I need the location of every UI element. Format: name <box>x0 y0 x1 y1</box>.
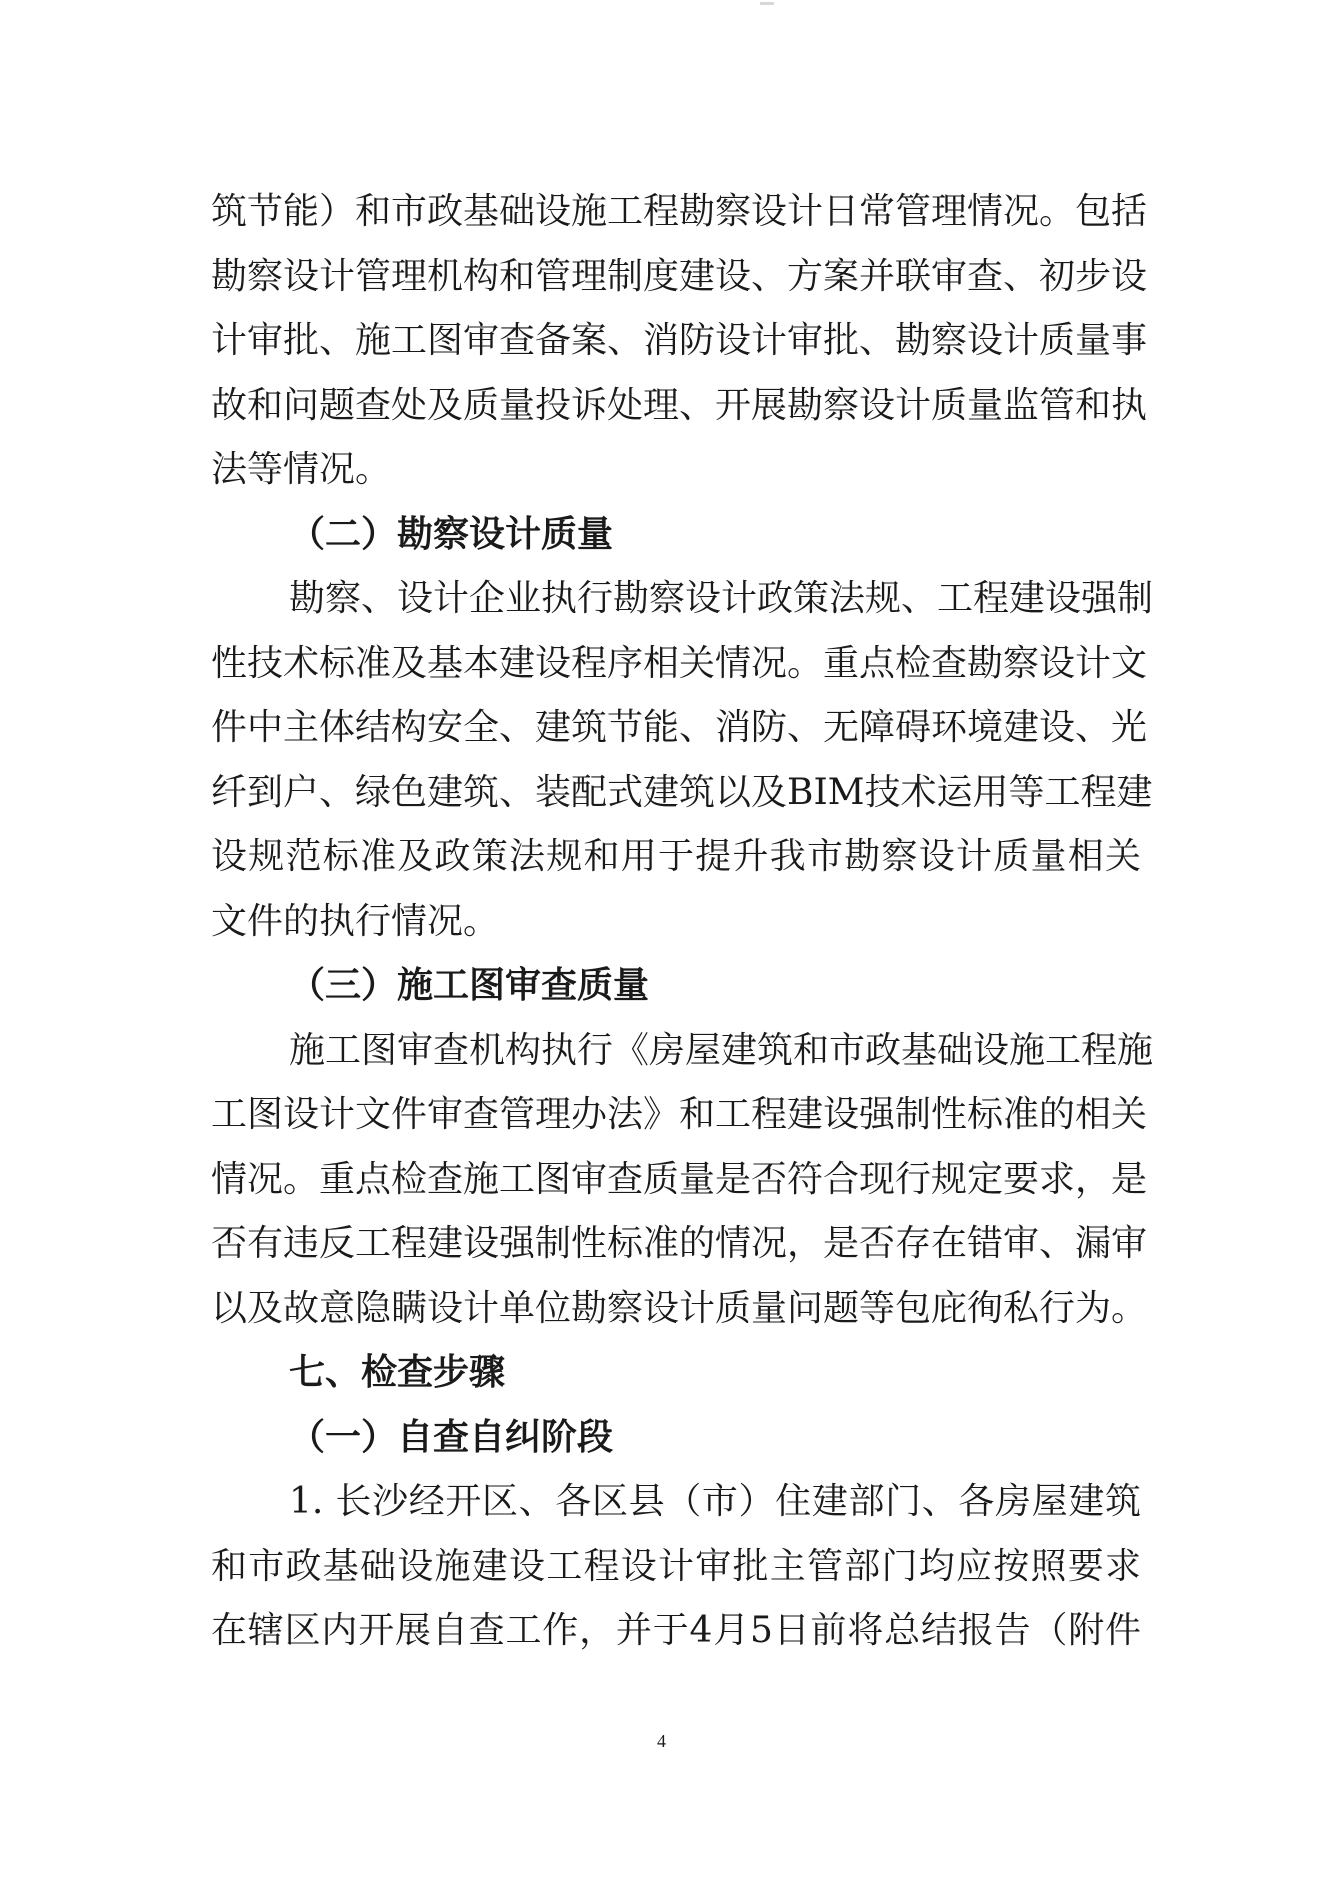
paragraph-line: 件中主体结构安全、建筑节能、消防、无障碍环境建设、光 <box>211 707 1148 748</box>
paragraph-line: 筑节能）和市政基础设施工程勘察设计日常管理情况。包括 <box>211 191 1148 232</box>
scan-mark <box>760 2 774 5</box>
section-heading: （一）自查自纠阶段 <box>289 1416 614 1458</box>
paragraph-line: 在辖区内开展自查工作，并于4月5日前将总结报告（附件 <box>211 1610 1141 1651</box>
section-heading: （二）勘察设计质量 <box>289 513 614 555</box>
paragraph-line: 情况。重点检查施工图审查质量是否符合现行规定要求，是 <box>211 1158 1148 1200</box>
page-number: 4 <box>657 1731 666 1751</box>
paragraph-line: 和市政基础设施建设工程设计审批主管部门均应按照要求 <box>211 1545 1141 1587</box>
paragraph-line: 1. 长沙经开区、各区县（市）住建部门、各房屋建筑 <box>289 1481 1141 1522</box>
paragraph-line: 设规范标准及政策法规和用于提升我市勘察设计质量相关 <box>211 836 1141 877</box>
chapter-heading: 七、检查步骤 <box>289 1352 506 1393</box>
paragraph-line: 计审批、施工图审查备案、消防设计审批、勘察设计质量事 <box>211 320 1148 361</box>
paragraph-line: 勘察、设计企业执行勘察设计政策法规、工程建设强制 <box>289 578 1154 619</box>
paragraph-line: 故和问题查处及质量投诉处理、开展勘察设计质量监管和执 <box>211 384 1148 426</box>
section-heading: （三）施工图审查质量 <box>289 965 650 1006</box>
paragraph-line: 勘察设计管理机构和管理制度建设、方案并联审查、初步设 <box>211 255 1148 297</box>
paragraph-line: 性技术标准及基本建设程序相关情况。重点检查勘察设计文 <box>211 642 1148 684</box>
paragraph-line: 施工图审查机构执行《房屋建筑和市政基础设施工程施 <box>289 1029 1154 1071</box>
paragraph-line: 否有违反工程建设强制性标准的情况，是否存在错审、漏审 <box>211 1223 1148 1264</box>
paragraph-line: 工图设计文件审查管理办法》和工程建设强制性标准的相关 <box>211 1094 1148 1135</box>
paragraph-line: 纤到户、绿色建筑、装配式建筑以及BIM技术运用等工程建 <box>211 771 1153 813</box>
document-body <box>211 180 1154 1664</box>
paragraph-line: 法等情况。 <box>211 449 392 490</box>
paragraph-line: 以及故意隐瞒设计单位勘察设计质量问题等包庇徇私行为。 <box>211 1287 1148 1329</box>
paragraph-line: 文件的执行情况。 <box>211 900 500 942</box>
